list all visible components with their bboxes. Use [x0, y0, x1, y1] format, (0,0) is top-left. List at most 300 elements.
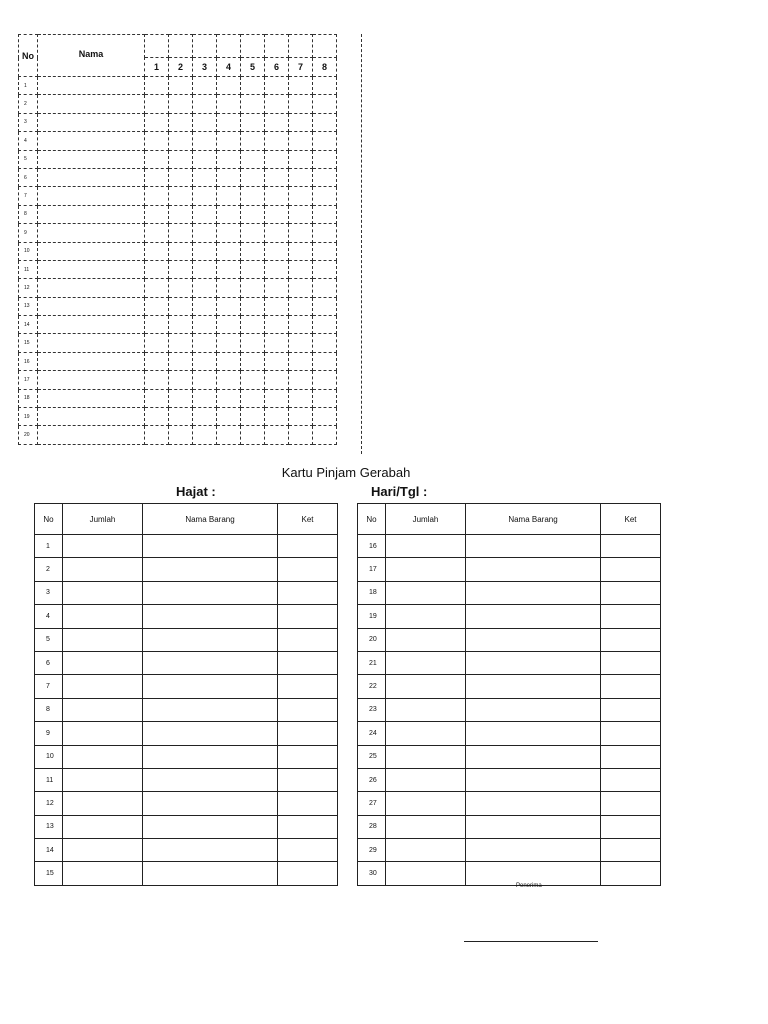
attendance-mark-cell[interactable]	[217, 132, 241, 150]
attendance-mark-cell[interactable]	[313, 260, 337, 278]
attendance-mark-cell[interactable]	[193, 389, 217, 407]
attendance-mark-cell[interactable]	[217, 242, 241, 260]
attendance-mark-cell[interactable]	[313, 279, 337, 297]
nama-barang-cell[interactable]	[466, 722, 601, 745]
attendance-mark-cell[interactable]	[289, 297, 313, 315]
attendance-mark-cell[interactable]	[145, 260, 169, 278]
attendance-mark-cell[interactable]	[193, 297, 217, 315]
loan-row-number: 2	[35, 558, 63, 581]
attendance-mark-cell[interactable]	[145, 426, 169, 444]
attendance-mark-cell[interactable]	[265, 224, 289, 242]
loan-row	[358, 558, 661, 581]
attendance-mark-cell[interactable]	[193, 426, 217, 444]
attendance-mark-cell[interactable]	[241, 297, 265, 315]
attendance-mark-cell[interactable]	[313, 352, 337, 370]
attendance-mark-cell[interactable]	[241, 316, 265, 334]
attendance-mark-cell[interactable]	[193, 352, 217, 370]
attendance-mark-cell[interactable]	[193, 279, 217, 297]
nama-barang-cell[interactable]	[143, 675, 278, 698]
attendance-mark-cell[interactable]	[313, 371, 337, 389]
attendance-mark-cell[interactable]	[145, 77, 169, 95]
ket-cell[interactable]	[601, 698, 661, 721]
ket-cell[interactable]	[601, 722, 661, 745]
attendance-mark-cell[interactable]	[241, 132, 265, 150]
attendance-mark-cell[interactable]	[313, 224, 337, 242]
attendance-mark-cell[interactable]	[217, 426, 241, 444]
attendance-mark-cell[interactable]	[193, 334, 217, 352]
attendance-mark-cell[interactable]	[289, 205, 313, 223]
attendance-name-cell[interactable]	[38, 77, 145, 95]
loan-row-number: 20	[358, 628, 386, 651]
attendance-name-cell[interactable]	[38, 168, 145, 186]
loan-row-number: 17	[358, 558, 386, 581]
attendance-mark-cell[interactable]	[193, 113, 217, 131]
attendance-mark-cell[interactable]	[241, 95, 265, 113]
attendance-row-number: 19	[19, 408, 38, 426]
attendance-mark-cell[interactable]	[145, 352, 169, 370]
attendance-mark-cell[interactable]	[169, 371, 193, 389]
ket-cell[interactable]	[601, 815, 661, 838]
jumlah-cell[interactable]	[386, 535, 466, 558]
nama-barang-cell[interactable]	[466, 815, 601, 838]
attendance-mark-cell[interactable]	[169, 113, 193, 131]
attendance-mark-cell[interactable]	[265, 389, 289, 407]
attendance-mark-cell[interactable]	[217, 150, 241, 168]
attendance-mark-cell[interactable]	[313, 77, 337, 95]
nama-barang-cell[interactable]	[143, 698, 278, 721]
ket-cell[interactable]	[601, 628, 661, 651]
loan-row	[35, 535, 338, 558]
attendance-mark-cell[interactable]	[313, 297, 337, 315]
jumlah-cell[interactable]	[386, 581, 466, 604]
attendance-mark-cell[interactable]	[217, 371, 241, 389]
attendance-mark-cell[interactable]	[265, 168, 289, 186]
nama-barang-cell[interactable]	[466, 651, 601, 674]
attendance-mark-cell[interactable]	[313, 150, 337, 168]
attendance-mark-cell[interactable]	[289, 77, 313, 95]
attendance-mark-cell[interactable]	[241, 224, 265, 242]
attendance-mark-cell[interactable]	[169, 95, 193, 113]
attendance-mark-cell[interactable]	[289, 408, 313, 426]
attendance-mark-cell[interactable]	[145, 132, 169, 150]
ket-cell[interactable]	[278, 605, 338, 628]
attendance-mark-cell[interactable]	[265, 426, 289, 444]
ket-cell[interactable]	[278, 558, 338, 581]
attendance-mark-cell[interactable]	[265, 242, 289, 260]
loan-row	[35, 698, 338, 721]
loan-row	[35, 862, 338, 885]
attendance-mark-cell[interactable]	[217, 224, 241, 242]
jumlah-cell[interactable]	[386, 792, 466, 815]
nama-barang-cell[interactable]	[466, 675, 601, 698]
attendance-mark-cell[interactable]	[217, 297, 241, 315]
attendance-mark-cell[interactable]	[217, 77, 241, 95]
attendance-mark-cell[interactable]	[289, 371, 313, 389]
jumlah-cell[interactable]	[63, 698, 143, 721]
attendance-mark-cell[interactable]	[289, 389, 313, 407]
ket-cell[interactable]	[601, 535, 661, 558]
jumlah-cell[interactable]	[63, 815, 143, 838]
attendance-mark-cell[interactable]	[145, 168, 169, 186]
attendance-mark-cell[interactable]	[217, 187, 241, 205]
attendance-name-cell[interactable]	[38, 408, 145, 426]
attendance-mark-cell[interactable]	[241, 426, 265, 444]
ket-cell[interactable]	[601, 651, 661, 674]
attendance-mark-cell[interactable]	[265, 371, 289, 389]
loan-table-left	[34, 503, 338, 886]
nama-barang-cell[interactable]	[466, 628, 601, 651]
attendance-mark-cell[interactable]	[313, 316, 337, 334]
ket-cell[interactable]	[278, 535, 338, 558]
nama-barang-cell[interactable]	[466, 745, 601, 768]
attendance-mark-cell[interactable]	[241, 205, 265, 223]
attendance-mark-cell[interactable]	[289, 260, 313, 278]
attendance-mark-cell[interactable]	[217, 205, 241, 223]
attendance-mark-cell[interactable]	[289, 113, 313, 131]
attendance-mark-cell[interactable]	[265, 297, 289, 315]
attendance-mark-cell[interactable]	[217, 316, 241, 334]
attendance-row	[19, 77, 337, 95]
attendance-mark-cell[interactable]	[289, 224, 313, 242]
attendance-mark-cell[interactable]	[265, 334, 289, 352]
attendance-mark-cell[interactable]	[265, 77, 289, 95]
nama-barang-cell[interactable]	[143, 535, 278, 558]
attendance-name-cell[interactable]	[38, 260, 145, 278]
ket-cell[interactable]	[278, 745, 338, 768]
attendance-row-number: 14	[19, 316, 38, 334]
attendance-mark-cell[interactable]	[313, 205, 337, 223]
jumlah-cell[interactable]	[386, 745, 466, 768]
attendance-day-header: 2	[169, 58, 193, 77]
attendance-mark-cell[interactable]	[265, 113, 289, 131]
loan-row-number: 19	[358, 605, 386, 628]
attendance-name-cell[interactable]	[38, 279, 145, 297]
attendance-mark-cell[interactable]	[241, 187, 265, 205]
attendance-mark-cell[interactable]	[169, 279, 193, 297]
ket-cell[interactable]	[601, 862, 661, 885]
attendance-name-cell[interactable]	[38, 224, 145, 242]
jumlah-cell[interactable]	[63, 535, 143, 558]
attendance-name-cell[interactable]	[38, 242, 145, 260]
attendance-name-cell[interactable]	[38, 113, 145, 131]
attendance-mark-cell[interactable]	[145, 95, 169, 113]
ket-cell[interactable]	[278, 628, 338, 651]
attendance-row	[19, 352, 337, 370]
nama-barang-cell[interactable]	[143, 815, 278, 838]
attendance-mark-cell[interactable]	[241, 389, 265, 407]
attendance-mark-cell[interactable]	[193, 260, 217, 278]
ket-cell[interactable]	[601, 605, 661, 628]
jumlah-cell[interactable]	[386, 722, 466, 745]
attendance-mark-cell[interactable]	[169, 352, 193, 370]
ket-cell[interactable]	[278, 722, 338, 745]
nama-barang-cell[interactable]	[143, 745, 278, 768]
attendance-mark-cell[interactable]	[145, 371, 169, 389]
attendance-mark-cell[interactable]	[265, 132, 289, 150]
attendance-mark-cell[interactable]	[241, 279, 265, 297]
nama-barang-cell[interactable]	[466, 768, 601, 791]
attendance-mark-cell[interactable]	[145, 334, 169, 352]
attendance-name-cell[interactable]	[38, 316, 145, 334]
jumlah-cell[interactable]	[386, 628, 466, 651]
attendance-mark-cell[interactable]	[193, 168, 217, 186]
grid-edge-line	[361, 34, 362, 454]
attendance-row	[19, 132, 337, 150]
attendance-mark-cell[interactable]	[193, 408, 217, 426]
loan-row	[358, 862, 661, 885]
attendance-mark-cell[interactable]	[145, 279, 169, 297]
attendance-name-cell[interactable]	[38, 334, 145, 352]
attendance-mark-cell[interactable]	[265, 205, 289, 223]
nama-barang-cell[interactable]	[143, 651, 278, 674]
attendance-mark-cell[interactable]	[145, 113, 169, 131]
attendance-mark-cell[interactable]	[289, 334, 313, 352]
attendance-mark-cell[interactable]	[169, 224, 193, 242]
nama-barang-cell[interactable]	[466, 839, 601, 862]
attendance-mark-cell[interactable]	[289, 95, 313, 113]
jumlah-cell[interactable]	[63, 792, 143, 815]
jumlah-cell[interactable]	[63, 839, 143, 862]
attendance-mark-cell[interactable]	[313, 168, 337, 186]
loan-row-number: 27	[358, 792, 386, 815]
attendance-mark-cell[interactable]	[265, 150, 289, 168]
attendance-mark-cell[interactable]	[217, 389, 241, 407]
attendance-mark-cell[interactable]	[169, 77, 193, 95]
jumlah-cell[interactable]	[63, 628, 143, 651]
attendance-mark-cell[interactable]	[313, 389, 337, 407]
attendance-mark-cell[interactable]	[313, 426, 337, 444]
attendance-mark-cell[interactable]	[313, 334, 337, 352]
jumlah-cell[interactable]	[386, 675, 466, 698]
jumlah-cell[interactable]	[63, 722, 143, 745]
nama-barang-cell[interactable]	[466, 792, 601, 815]
attendance-mark-cell[interactable]	[169, 334, 193, 352]
attendance-row-number: 12	[19, 279, 38, 297]
attendance-mark-cell[interactable]	[193, 132, 217, 150]
nama-barang-cell[interactable]	[143, 862, 278, 885]
jumlah-cell[interactable]	[386, 605, 466, 628]
jumlah-cell[interactable]	[63, 605, 143, 628]
attendance-mark-cell[interactable]	[265, 352, 289, 370]
ket-cell[interactable]	[601, 745, 661, 768]
attendance-mark-cell[interactable]	[193, 316, 217, 334]
ket-cell[interactable]	[278, 581, 338, 604]
attendance-name-cell[interactable]	[38, 371, 145, 389]
attendance-mark-cell[interactable]	[265, 279, 289, 297]
attendance-mark-cell[interactable]	[289, 242, 313, 260]
attendance-name-cell[interactable]	[38, 389, 145, 407]
jumlah-cell[interactable]	[386, 651, 466, 674]
attendance-mark-cell[interactable]	[193, 224, 217, 242]
attendance-mark-cell[interactable]	[169, 168, 193, 186]
attendance-mark-cell[interactable]	[289, 279, 313, 297]
attendance-mark-cell[interactable]	[145, 150, 169, 168]
attendance-mark-cell[interactable]	[241, 260, 265, 278]
attendance-mark-cell[interactable]	[313, 113, 337, 131]
attendance-name-cell[interactable]	[38, 150, 145, 168]
nama-barang-cell[interactable]	[143, 628, 278, 651]
attendance-mark-cell[interactable]	[313, 132, 337, 150]
attendance-mark-cell[interactable]	[289, 132, 313, 150]
jumlah-cell[interactable]	[386, 768, 466, 791]
loan-row	[358, 768, 661, 791]
attendance-mark-cell[interactable]	[265, 408, 289, 426]
ket-cell[interactable]	[278, 698, 338, 721]
ket-cell[interactable]	[601, 792, 661, 815]
nama-barang-cell[interactable]	[143, 768, 278, 791]
attendance-mark-cell[interactable]	[289, 426, 313, 444]
nama-barang-cell[interactable]	[466, 581, 601, 604]
attendance-mark-cell[interactable]	[265, 187, 289, 205]
ket-cell[interactable]	[601, 581, 661, 604]
attendance-mark-cell[interactable]	[313, 187, 337, 205]
attendance-mark-cell[interactable]	[217, 95, 241, 113]
jumlah-cell[interactable]	[63, 768, 143, 791]
loan-row	[35, 581, 338, 604]
attendance-mark-cell[interactable]	[265, 260, 289, 278]
attendance-mark-cell[interactable]	[193, 150, 217, 168]
attendance-mark-cell[interactable]	[217, 352, 241, 370]
jumlah-cell[interactable]	[63, 651, 143, 674]
attendance-name-cell[interactable]	[38, 95, 145, 113]
attendance-mark-cell[interactable]	[145, 408, 169, 426]
attendance-mark-cell[interactable]	[289, 352, 313, 370]
attendance-mark-cell[interactable]	[241, 408, 265, 426]
attendance-mark-cell[interactable]	[193, 77, 217, 95]
ket-cell[interactable]	[278, 792, 338, 815]
attendance-mark-cell[interactable]	[145, 297, 169, 315]
ket-cell[interactable]	[278, 675, 338, 698]
attendance-mark-cell[interactable]	[193, 205, 217, 223]
ket-cell[interactable]	[278, 768, 338, 791]
attendance-name-cell[interactable]	[38, 352, 145, 370]
attendance-row	[19, 168, 337, 186]
attendance-name-cell[interactable]	[38, 205, 145, 223]
attendance-mark-cell[interactable]	[145, 316, 169, 334]
attendance-mark-cell[interactable]	[217, 279, 241, 297]
attendance-name-cell[interactable]	[38, 187, 145, 205]
attendance-mark-cell[interactable]	[313, 408, 337, 426]
jumlah-cell[interactable]	[63, 862, 143, 885]
ket-cell[interactable]	[601, 839, 661, 862]
attendance-mark-cell[interactable]	[217, 113, 241, 131]
ket-cell[interactable]	[601, 558, 661, 581]
nama-barang-cell[interactable]	[466, 535, 601, 558]
attendance-day-header: 1	[145, 58, 169, 77]
attendance-mark-cell[interactable]	[193, 187, 217, 205]
attendance-name-cell[interactable]	[38, 132, 145, 150]
attendance-mark-cell[interactable]	[169, 426, 193, 444]
attendance-mark-cell[interactable]	[217, 260, 241, 278]
jumlah-cell[interactable]	[63, 558, 143, 581]
jumlah-cell[interactable]	[386, 698, 466, 721]
nama-barang-cell[interactable]	[143, 581, 278, 604]
attendance-mark-cell[interactable]	[241, 242, 265, 260]
attendance-mark-cell[interactable]	[169, 408, 193, 426]
attendance-mark-cell[interactable]	[169, 260, 193, 278]
nama-barang-cell[interactable]	[143, 839, 278, 862]
nama-barang-cell[interactable]	[143, 722, 278, 745]
attendance-mark-cell[interactable]	[169, 297, 193, 315]
attendance-mark-cell[interactable]	[169, 205, 193, 223]
jumlah-cell[interactable]	[63, 745, 143, 768]
attendance-mark-cell[interactable]	[145, 389, 169, 407]
attendance-mark-cell[interactable]	[241, 371, 265, 389]
attendance-mark-cell[interactable]	[313, 242, 337, 260]
nama-barang-cell[interactable]	[143, 792, 278, 815]
attendance-mark-cell[interactable]	[217, 168, 241, 186]
attendance-mark-cell[interactable]	[241, 168, 265, 186]
attendance-mark-cell[interactable]	[241, 334, 265, 352]
loan-row-number: 6	[35, 651, 63, 674]
attendance-mark-cell[interactable]	[265, 95, 289, 113]
attendance-mark-cell[interactable]	[289, 187, 313, 205]
loan-row	[35, 745, 338, 768]
attendance-mark-cell[interactable]	[241, 77, 265, 95]
attendance-mark-cell[interactable]	[289, 316, 313, 334]
jumlah-cell[interactable]	[63, 581, 143, 604]
jumlah-cell[interactable]	[386, 558, 466, 581]
attendance-mark-cell[interactable]	[241, 113, 265, 131]
nama-barang-cell[interactable]	[466, 698, 601, 721]
attendance-mark-cell[interactable]	[289, 168, 313, 186]
jumlah-cell[interactable]	[386, 862, 466, 885]
attendance-mark-cell[interactable]	[193, 371, 217, 389]
attendance-mark-cell[interactable]	[145, 205, 169, 223]
attendance-mark-cell[interactable]	[145, 187, 169, 205]
attendance-mark-cell[interactable]	[169, 242, 193, 260]
attendance-mark-cell[interactable]	[217, 334, 241, 352]
attendance-mark-cell[interactable]	[193, 95, 217, 113]
jumlah-cell[interactable]	[386, 839, 466, 862]
attendance-mark-cell[interactable]	[217, 408, 241, 426]
attendance-mark-cell[interactable]	[145, 242, 169, 260]
ket-cell[interactable]	[278, 862, 338, 885]
loan-row	[358, 535, 661, 558]
loan-row-number: 7	[35, 675, 63, 698]
attendance-mark-cell[interactable]	[193, 242, 217, 260]
attendance-mark-cell[interactable]	[169, 316, 193, 334]
nama-barang-cell[interactable]	[143, 605, 278, 628]
ket-cell[interactable]	[278, 815, 338, 838]
attendance-mark-cell[interactable]	[169, 132, 193, 150]
attendance-name-cell[interactable]	[38, 297, 145, 315]
nama-barang-cell[interactable]	[466, 558, 601, 581]
nama-barang-cell[interactable]	[466, 862, 601, 885]
attendance-mark-cell[interactable]	[265, 316, 289, 334]
attendance-mark-cell[interactable]	[169, 187, 193, 205]
attendance-mark-cell[interactable]	[289, 150, 313, 168]
ket-cell[interactable]	[601, 675, 661, 698]
attendance-mark-cell[interactable]	[241, 150, 265, 168]
attendance-row-number: 8	[19, 205, 38, 223]
attendance-mark-cell[interactable]	[145, 224, 169, 242]
attendance-mark-cell[interactable]	[241, 352, 265, 370]
nama-barang-cell[interactable]	[466, 605, 601, 628]
attendance-mark-cell[interactable]	[313, 95, 337, 113]
attendance-mark-cell[interactable]	[169, 389, 193, 407]
jumlah-cell[interactable]	[63, 675, 143, 698]
ket-cell[interactable]	[278, 651, 338, 674]
jumlah-cell[interactable]	[386, 815, 466, 838]
nama-barang-cell[interactable]	[143, 558, 278, 581]
loan-row-number: 12	[35, 792, 63, 815]
ket-cell[interactable]	[601, 768, 661, 791]
attendance-name-cell[interactable]	[38, 426, 145, 444]
ket-cell[interactable]	[278, 839, 338, 862]
attendance-row-number: 7	[19, 187, 38, 205]
attendance-mark-cell[interactable]	[169, 150, 193, 168]
